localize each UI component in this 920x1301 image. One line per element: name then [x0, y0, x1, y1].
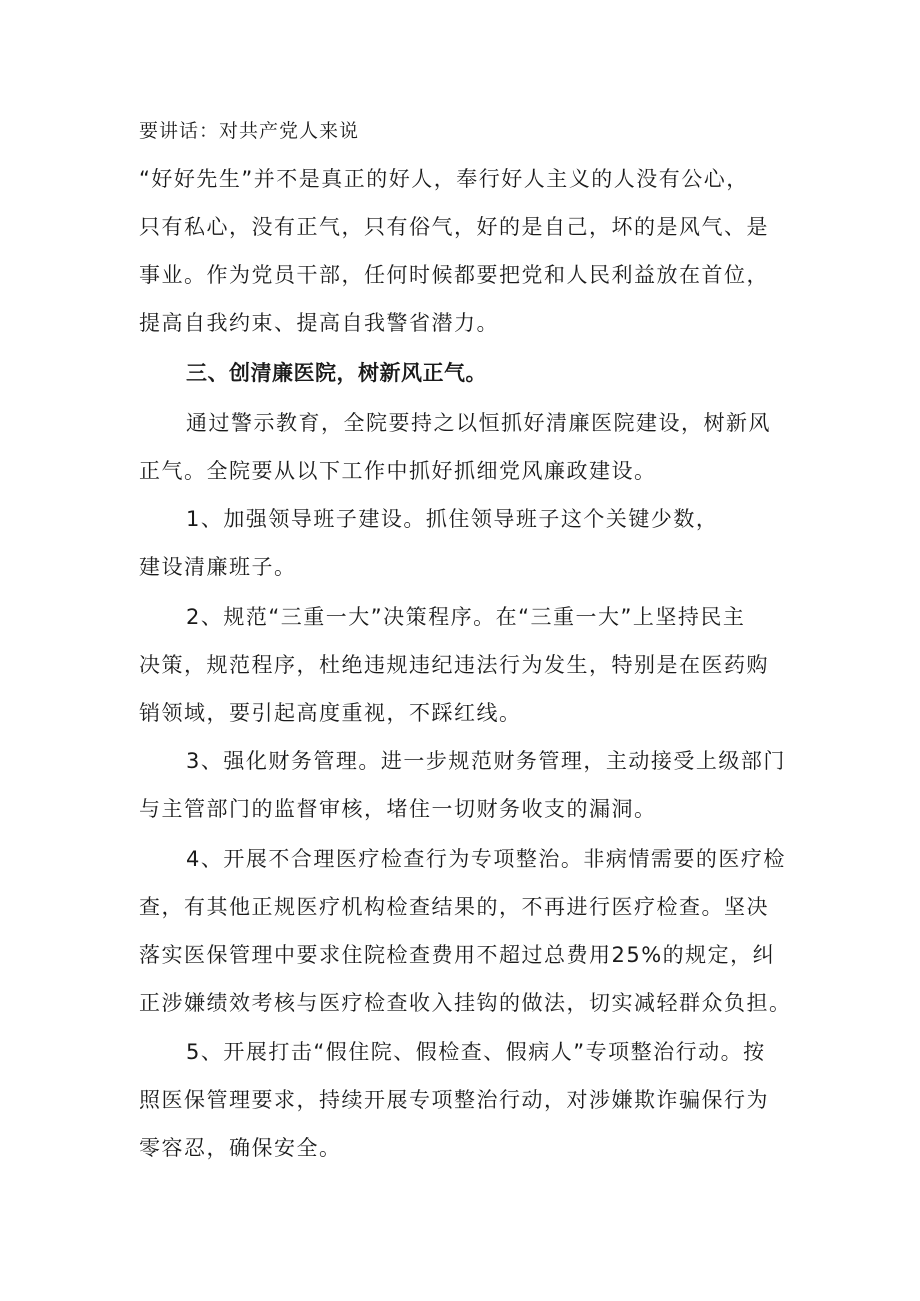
text-line: 4、开展不合理医疗检查行为专项整治。非病情需要的医疗检 [186, 847, 786, 871]
text-line: 查，有其他正规医疗机构检查结果的，不再进行医疗检查。坚决 [139, 895, 769, 919]
section-heading: 三、创清廉医院，树新风正气。 [186, 361, 487, 385]
text-line: 正气。全院要从以下工作中抓好抓细党风廉政建设。 [139, 459, 657, 483]
text-line: 1、加强领导班子建设。抓住领导班子这个关键少数， [186, 507, 719, 531]
text-line: 与主管部门的监督审核，堵住一切财务收支的漏洞。 [139, 797, 657, 821]
text-line: 通过警示教育，全院要持之以恒抓好清廉医院建设，树新风 [186, 411, 771, 435]
text-line: 决策，规范程序，杜绝违规违纪违法行为发生，特别是在医药购 [139, 653, 769, 677]
text-line: 提高自我约束、提高自我警省潜力。 [139, 311, 499, 335]
text-line: 2、规范“三重一大”决策程序。在“三重一大”上坚持民主 [186, 605, 746, 629]
text-line: 3、强化财务管理。进一步规范财务管理，主动接受上级部门 [186, 749, 786, 773]
text-line: 事业。作为党员干部，任何时候都要把党和人民利益放在首位， [139, 263, 769, 287]
text-line: 正涉嫌绩效考核与医疗检查收入挂钩的做法，切实减轻群众负担。 [139, 991, 792, 1015]
text-line: 落实医保管理中要求住院检查费用不超过总费用25%的规定，纠 [139, 943, 776, 967]
text-line: 零容忍，确保安全。 [139, 1136, 342, 1160]
text-line: 销领域，要引起高度重视，不踩红线。 [139, 701, 522, 725]
text-line: 照医保管理要求，持续开展专项整治行动，对涉嫌欺诈骗保行为 [139, 1088, 769, 1112]
text-line: 要讲话：对共产党人来说 [139, 120, 360, 142]
text-line: “好好先生”并不是真正的好人，奉行好人主义的人没有公心， [139, 167, 749, 191]
text-line: 建设清廉班子。 [139, 555, 297, 579]
text-line: 5、开展打击“假住院、假检查、假病人”专项整治行动。按 [186, 1040, 766, 1064]
text-line: 只有私心，没有正气，只有俗气，好的是自己，坏的是风气、是 [139, 215, 769, 239]
